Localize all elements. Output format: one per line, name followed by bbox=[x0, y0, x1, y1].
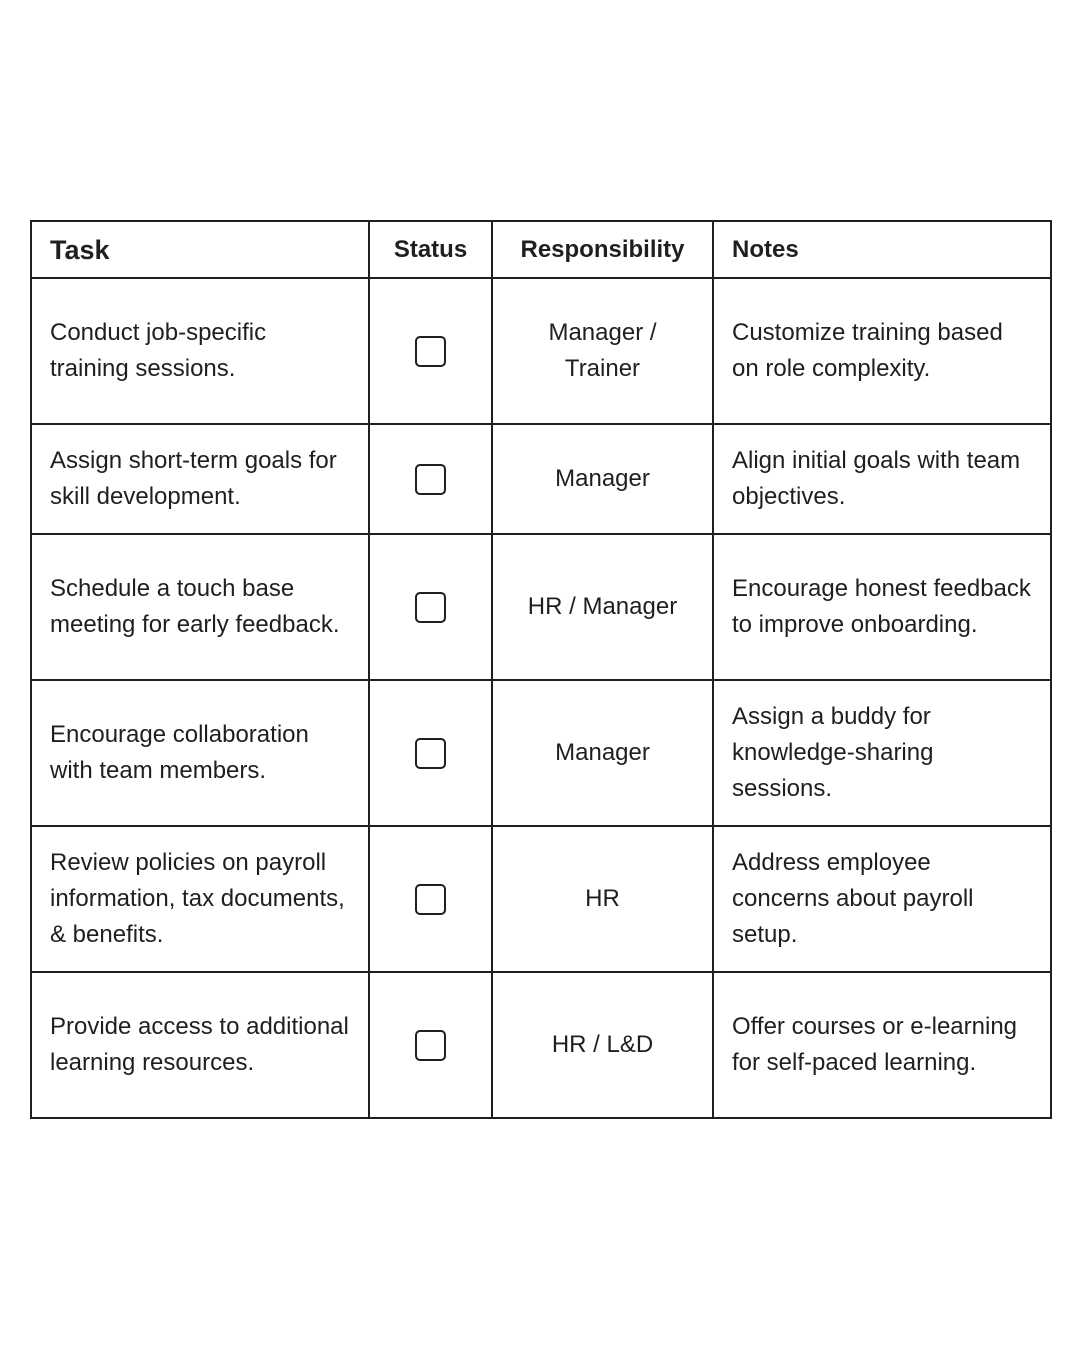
status-checkbox[interactable] bbox=[415, 738, 446, 769]
table-row bbox=[31, 424, 1051, 534]
responsibility-cell: HR / Manager bbox=[492, 534, 713, 680]
status-cell bbox=[369, 972, 492, 1118]
header-status: Status bbox=[369, 221, 492, 278]
status-cell bbox=[369, 826, 492, 972]
task-cell: Schedule a touch base meeting for early feedback. bbox=[31, 534, 369, 680]
status-cell bbox=[369, 534, 492, 680]
header-task: Task bbox=[31, 221, 369, 278]
task-cell: Encourage collaboration with team members. bbox=[31, 680, 369, 826]
task-cell: Provide access to additional learning resources. bbox=[31, 972, 369, 1118]
notes-cell: Align initial goals with team objectives. bbox=[713, 424, 1051, 534]
responsibility-cell: HR / L&D bbox=[492, 972, 713, 1118]
status-checkbox[interactable] bbox=[415, 592, 446, 623]
notes-cell: Offer courses or e-learning for self-paced learning. bbox=[713, 972, 1051, 1118]
notes-cell: Customize training based on role complexity. bbox=[713, 278, 1051, 424]
responsibility-cell: Manager bbox=[492, 680, 713, 826]
task-cell: Assign short-term goals for skill development. bbox=[31, 424, 369, 534]
table-row bbox=[31, 826, 1051, 972]
header-responsibility: Responsibility bbox=[492, 221, 713, 278]
notes-cell: Assign a buddy for knowledge-sharing sessions. bbox=[713, 680, 1051, 826]
responsibility-cell: Manager bbox=[492, 424, 713, 534]
responsibility-cell: Manager / Trainer bbox=[492, 278, 713, 424]
onboarding-checklist-table bbox=[30, 220, 1052, 1119]
status-checkbox[interactable] bbox=[415, 884, 446, 915]
status-cell bbox=[369, 278, 492, 424]
status-checkbox[interactable] bbox=[415, 464, 446, 495]
table-row bbox=[31, 534, 1051, 680]
table-row bbox=[31, 278, 1051, 424]
responsibility-cell: HR bbox=[492, 826, 713, 972]
task-cell: Conduct job-specific training sessions. bbox=[31, 278, 369, 424]
header-notes: Notes bbox=[713, 221, 1051, 278]
status-checkbox[interactable] bbox=[415, 1030, 446, 1061]
table-row bbox=[31, 972, 1051, 1118]
notes-cell: Address employee concerns about payroll setup. bbox=[713, 826, 1051, 972]
table-header-row bbox=[31, 221, 1051, 278]
table-row bbox=[31, 680, 1051, 826]
status-cell bbox=[369, 680, 492, 826]
notes-cell: Encourage honest feedback to improve onboarding. bbox=[713, 534, 1051, 680]
status-cell bbox=[369, 424, 492, 534]
status-checkbox[interactable] bbox=[415, 336, 446, 367]
task-cell: Review policies on payroll information, tax documents, & benefits. bbox=[31, 826, 369, 972]
